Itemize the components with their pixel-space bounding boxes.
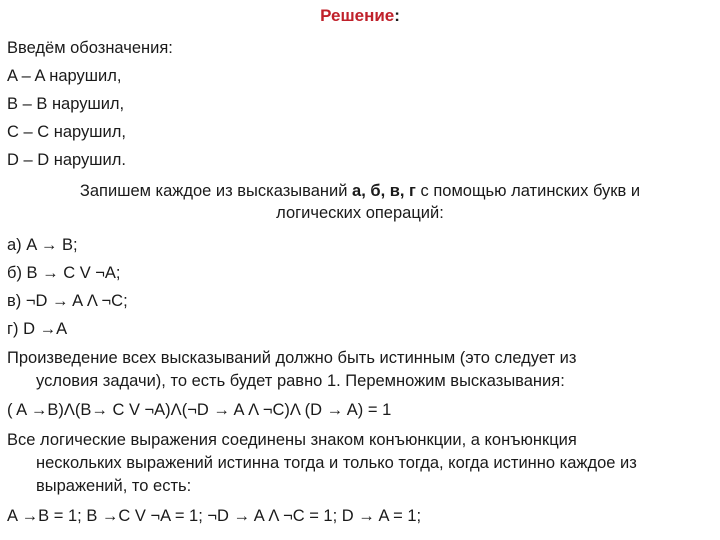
conjunction-text-line3: выражений, то есть: — [36, 477, 192, 495]
statement-a: а) A → B; — [7, 236, 78, 254]
solution-heading-word: Решение — [320, 6, 395, 25]
definition-c: C – C нарушил, — [7, 123, 126, 141]
conjunction-text-line1: Все логические выражения соединены знаком конъюнкции, а конъюнкция — [7, 431, 577, 449]
write-statement-before: Запишем каждое из высказываний — [79, 182, 353, 200]
statement-v: в) ¬D → A Λ ¬C; — [7, 292, 128, 310]
intro-line: Введём обозначения: — [7, 39, 173, 57]
write-statement-letters: а, б, в, г — [352, 182, 416, 200]
product-formula: ( A →B)Λ(B→ C V ¬A)Λ(¬D → A Λ ¬C)Λ (D → A) = 1 — [7, 401, 392, 419]
definition-b: B – B нарушил, — [7, 95, 125, 113]
definition-a: A – A нарушил, — [7, 67, 122, 85]
definition-d: D – D нарушил. — [7, 151, 126, 169]
solution-heading — [0, 6, 720, 26]
write-statement-line1 — [0, 180, 720, 202]
solution-heading-colon: : — [394, 6, 400, 25]
statement-g: г) D →A — [7, 320, 68, 338]
write-statement-line2: логических операций: — [276, 204, 444, 222]
conjunction-text-line2: нескольких выражений истинна тогда и только тогда, когда истинно каждое из — [36, 454, 637, 472]
statement-b: б) B → C V ¬A; — [7, 264, 121, 282]
write-statement-after: с помощью латинских букв и — [415, 182, 641, 200]
product-text-line2: условия задачи), то есть будет равно 1. Перемножим высказывания: — [36, 372, 565, 390]
final-equations: A →B = 1; B →C V ¬A = 1; ¬D → A Λ ¬C = 1; D → A = 1; — [7, 507, 422, 525]
product-text-line1: Произведение всех высказываний должно быть истинным (это следует из — [7, 349, 577, 367]
